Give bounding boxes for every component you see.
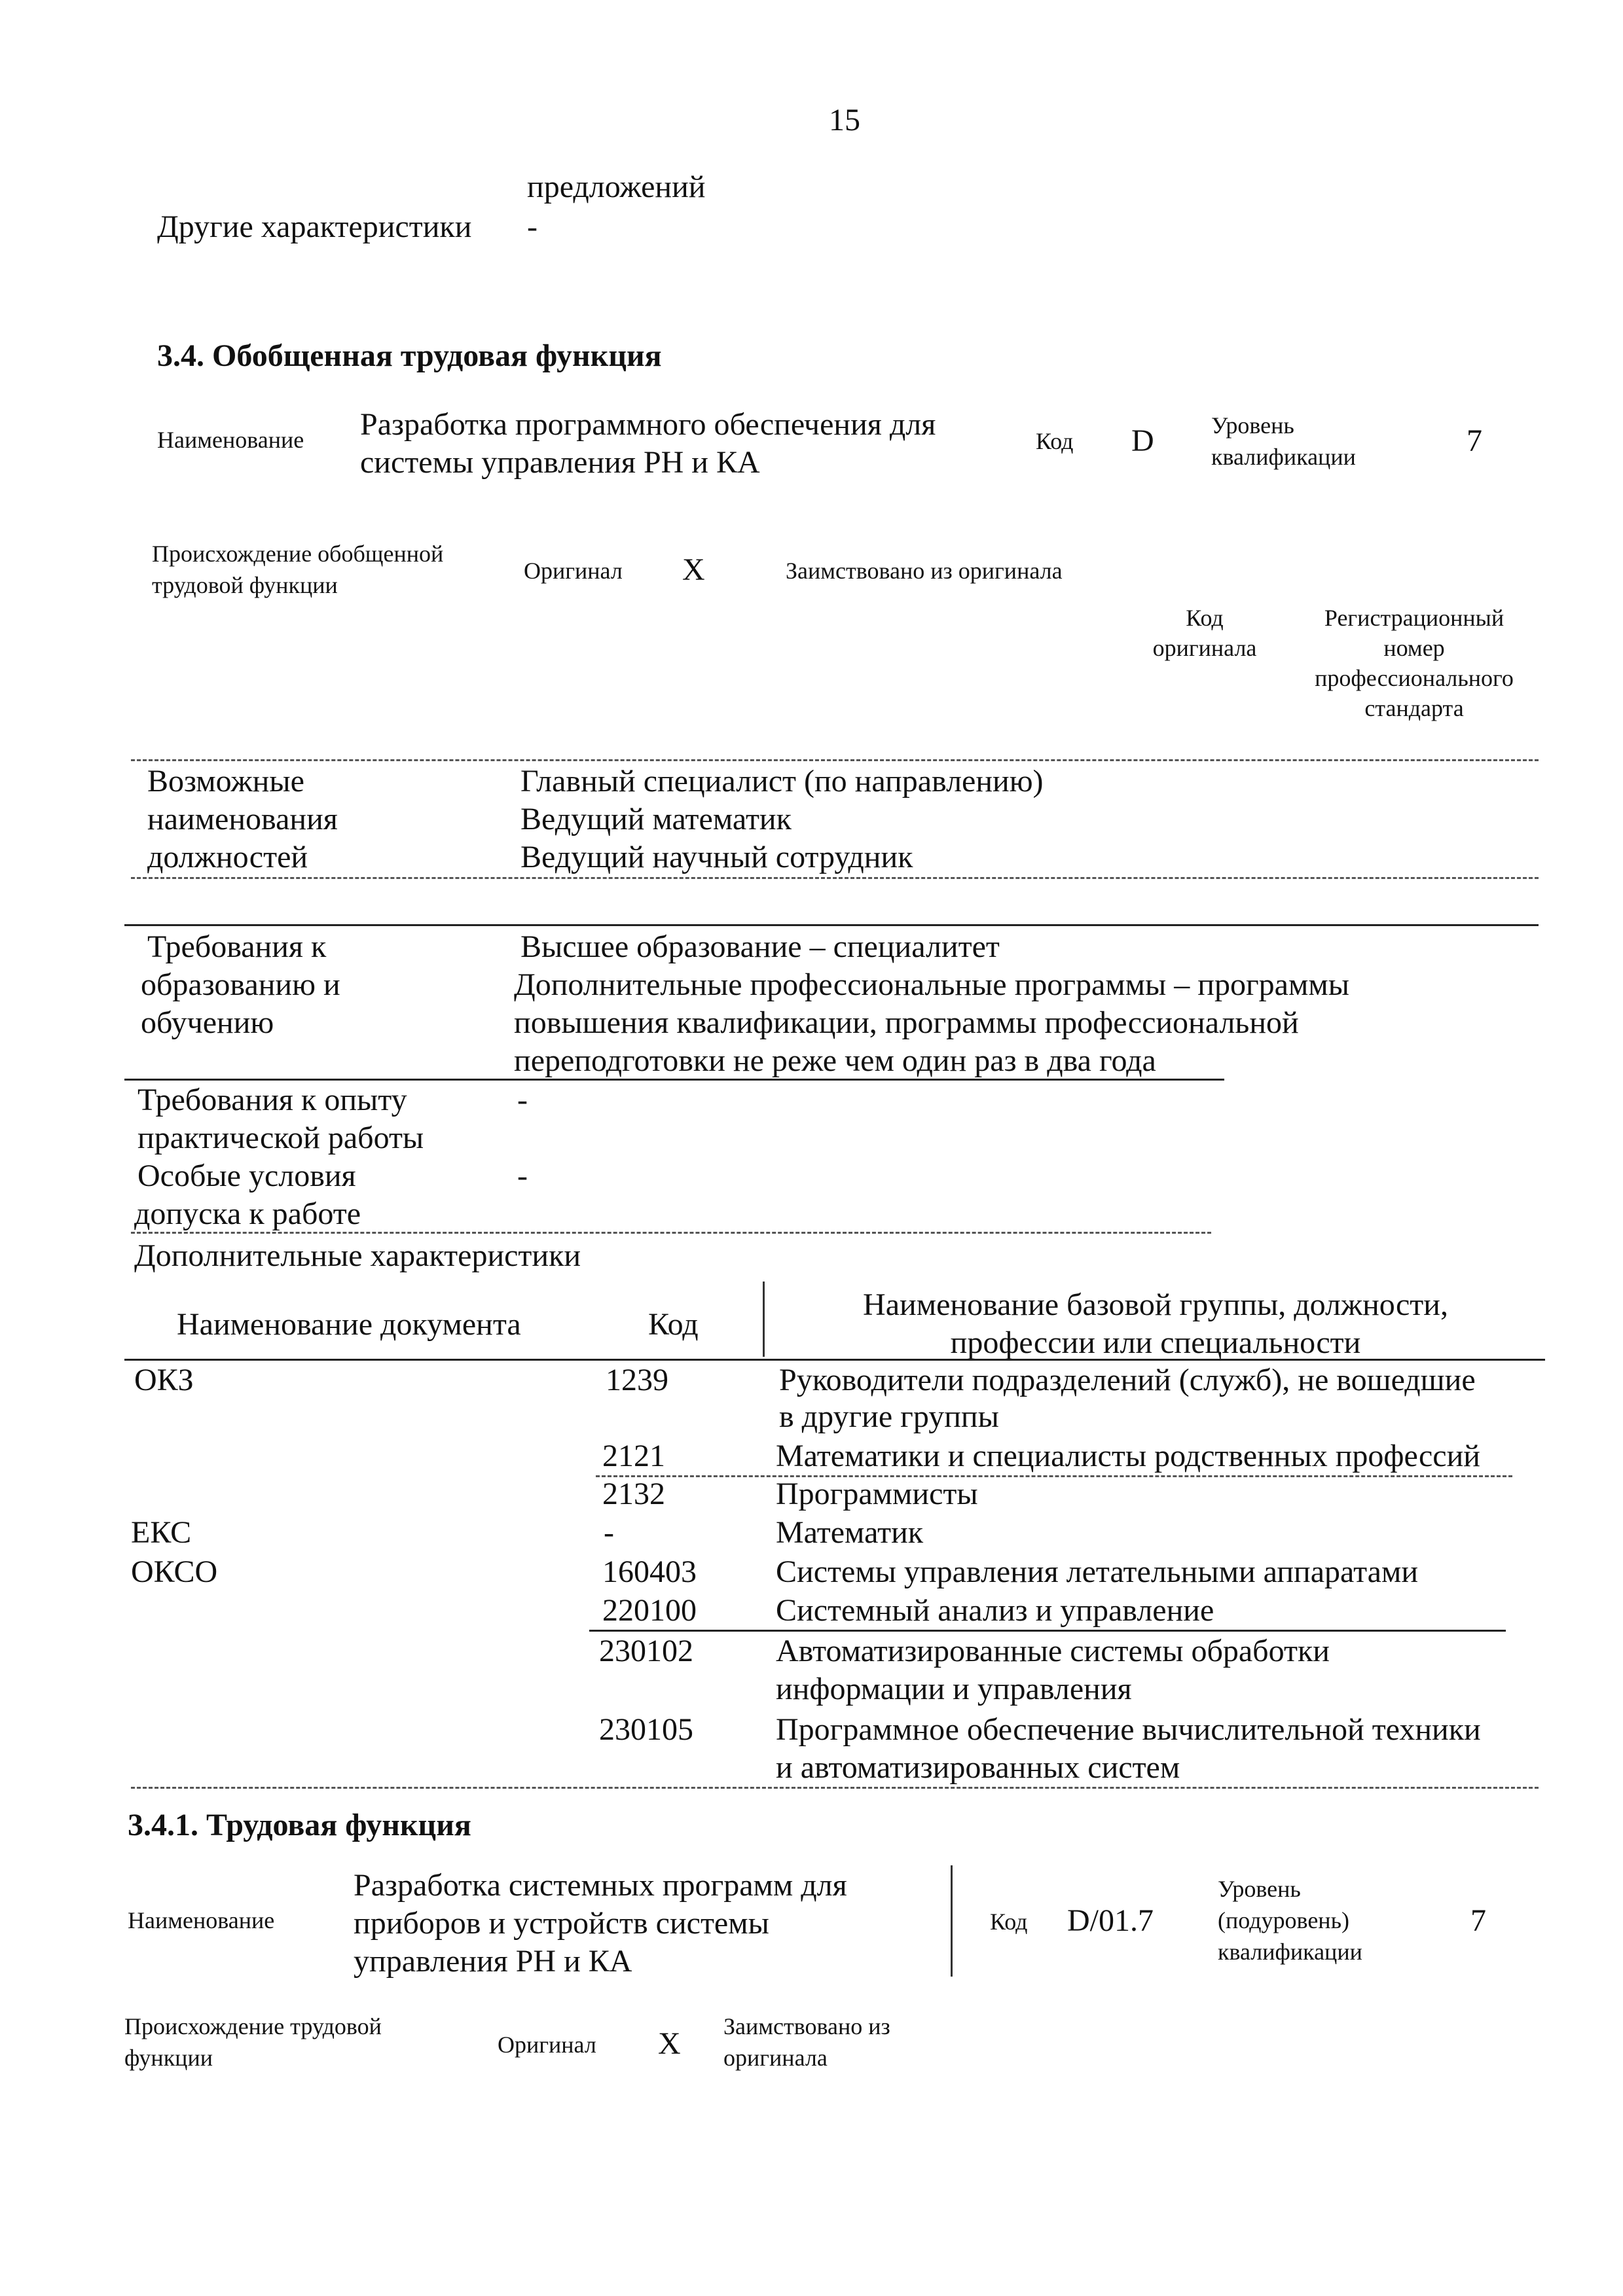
row-name: Руководители подразделений (служб), не вошедшие [779, 1363, 1476, 1397]
divider [124, 924, 1539, 926]
gtf-reg-number-3: профессионального [1315, 665, 1514, 691]
other-characteristics-value: - [527, 209, 538, 244]
row-name: Системы управления летательными аппаратами [776, 1554, 1418, 1589]
experience-label-1: Требования к опыту [137, 1083, 407, 1117]
row-name-cont: и автоматизированных систем [776, 1750, 1180, 1785]
gtf-original-label: Оригинал [524, 558, 623, 584]
experience-value: - [517, 1083, 528, 1117]
row-code: 1239 [606, 1363, 668, 1397]
position-item-2: Ведущий математик [520, 802, 792, 836]
tf-level-label-1: Уровень [1218, 1876, 1301, 1902]
special-label-1: Особые условия [137, 1158, 356, 1193]
experience-label-2: практической работы [137, 1121, 424, 1155]
positions-label-3: должностей [147, 840, 308, 874]
row-name: Системный анализ и управление [776, 1593, 1214, 1628]
education-line-1: Высшее образование – специалитет [520, 929, 1000, 964]
tf-level-label-3: квалификации [1218, 1939, 1362, 1965]
divider [131, 1232, 1211, 1234]
doc-eks: ЕКС [131, 1515, 192, 1550]
position-item-1: Главный специалист (по направлению) [520, 764, 1044, 798]
gtf-name-label: Наименование [157, 427, 304, 453]
row-name: Программное обеспечение вычислительной техники [776, 1712, 1481, 1747]
divider [951, 1865, 953, 1977]
gtf-origin-label-2: трудовой функции [152, 572, 338, 598]
special-label-2: допуска к работе [134, 1196, 361, 1231]
gtf-level-value: 7 [1467, 423, 1482, 458]
row-code: - [604, 1515, 614, 1550]
row-name: Автоматизированные системы обработки [776, 1634, 1330, 1668]
tf-name-label: Наименование [128, 1907, 275, 1933]
divider [131, 877, 1539, 879]
education-label-3: обучению [141, 1005, 274, 1040]
row-name: Математик [776, 1515, 924, 1550]
tf-name-line3: управления РН и КА [354, 1944, 632, 1979]
education-line-3: повышения квалификации, программы профессиональной [514, 1005, 1299, 1040]
education-label-1: Требования к [147, 929, 327, 964]
tf-level-value: 7 [1470, 1903, 1486, 1938]
tf-origin-label-1: Происхождение трудовой [124, 2013, 382, 2039]
positions-label-1: Возможные [147, 764, 304, 798]
row-code: 230102 [599, 1634, 693, 1668]
tf-borrowed-label-2: оригинала [723, 2045, 828, 2071]
divider [596, 1475, 1512, 1477]
tf-code-value: D/01.7 [1067, 1903, 1154, 1938]
gtf-borrowed-label: Заимствовано из оригинала [786, 558, 1063, 584]
row-code: 230105 [599, 1712, 693, 1747]
education-line-4: переподготовки не реже чем один раз в два года [514, 1043, 1156, 1078]
gtf-reg-number-4: стандарта [1364, 695, 1464, 721]
col-header-name-1: Наименование базовой группы, должности, [863, 1287, 1448, 1322]
gtf-level-label-1: Уровень [1211, 412, 1294, 439]
gtf-code-value: D [1131, 423, 1154, 458]
gtf-original-mark: X [682, 552, 705, 587]
tf-origin-label-2: функции [124, 2045, 213, 2071]
continuation-text: предложений [527, 170, 706, 204]
divider [131, 1787, 1539, 1789]
doc-okso: ОКСО [131, 1554, 218, 1589]
tf-name-line1: Разработка системных программ для [354, 1868, 847, 1903]
education-label-2: образованию и [141, 967, 340, 1002]
tf-level-label-2: (подуровень) [1218, 1907, 1349, 1933]
divider [131, 759, 1539, 761]
gtf-name-line1: Разработка программного обеспечения для [360, 407, 936, 442]
row-name-cont: в другие группы [779, 1399, 999, 1434]
col-header-code: Код [648, 1307, 699, 1342]
gtf-level-label-2: квалификации [1211, 444, 1356, 470]
education-line-2: Дополнительные профессиональные программы – программы [514, 967, 1349, 1002]
additional-heading: Дополнительные характеристики [134, 1238, 581, 1273]
tf-borrowed-label-1: Заимствовано из [723, 2013, 890, 2039]
row-name: Математики и специалисты родственных профессий [776, 1439, 1480, 1473]
gtf-code-label: Код [1036, 428, 1074, 454]
tf-name-line2: приборов и устройств системы [354, 1906, 769, 1941]
gtf-reg-number-1: Регистрационный [1324, 605, 1504, 631]
col-header-name-2: профессии или специальности [950, 1325, 1361, 1360]
col-header-document: Наименование документа [177, 1307, 521, 1342]
gtf-origin-label-1: Происхождение обобщенной [152, 541, 444, 567]
gtf-name-line2: системы управления РН и КА [360, 445, 760, 480]
tf-original-label: Оригинал [498, 2032, 596, 2058]
page-number: 15 [829, 103, 860, 137]
divider [124, 1079, 1224, 1081]
gtf-reg-number-2: номер [1383, 635, 1445, 661]
gtf-code-original-2: оригинала [1152, 635, 1257, 661]
tf-original-mark: X [658, 2026, 681, 2061]
position-item-3: Ведущий научный сотрудник [520, 840, 913, 874]
other-characteristics-label: Другие характеристики [157, 209, 472, 244]
doc-okz: ОКЗ [134, 1363, 194, 1397]
divider [124, 1359, 1545, 1361]
section-3-4-1-heading: 3.4.1. Трудовая функция [128, 1808, 471, 1842]
positions-label-2: наименования [147, 802, 338, 836]
divider [589, 1630, 1506, 1632]
gtf-code-original-1: Код [1186, 605, 1224, 631]
tf-code-label: Код [990, 1909, 1028, 1935]
row-code: 220100 [602, 1593, 697, 1628]
special-value: - [517, 1158, 528, 1193]
row-code: 160403 [602, 1554, 697, 1589]
row-name-cont: информации и управления [776, 1672, 1132, 1706]
row-name: Программисты [776, 1477, 978, 1511]
row-code: 2121 [602, 1439, 665, 1473]
section-3-4-heading: 3.4. Обобщенная трудовая функция [157, 338, 662, 373]
row-code: 2132 [602, 1477, 665, 1511]
divider [763, 1282, 765, 1357]
